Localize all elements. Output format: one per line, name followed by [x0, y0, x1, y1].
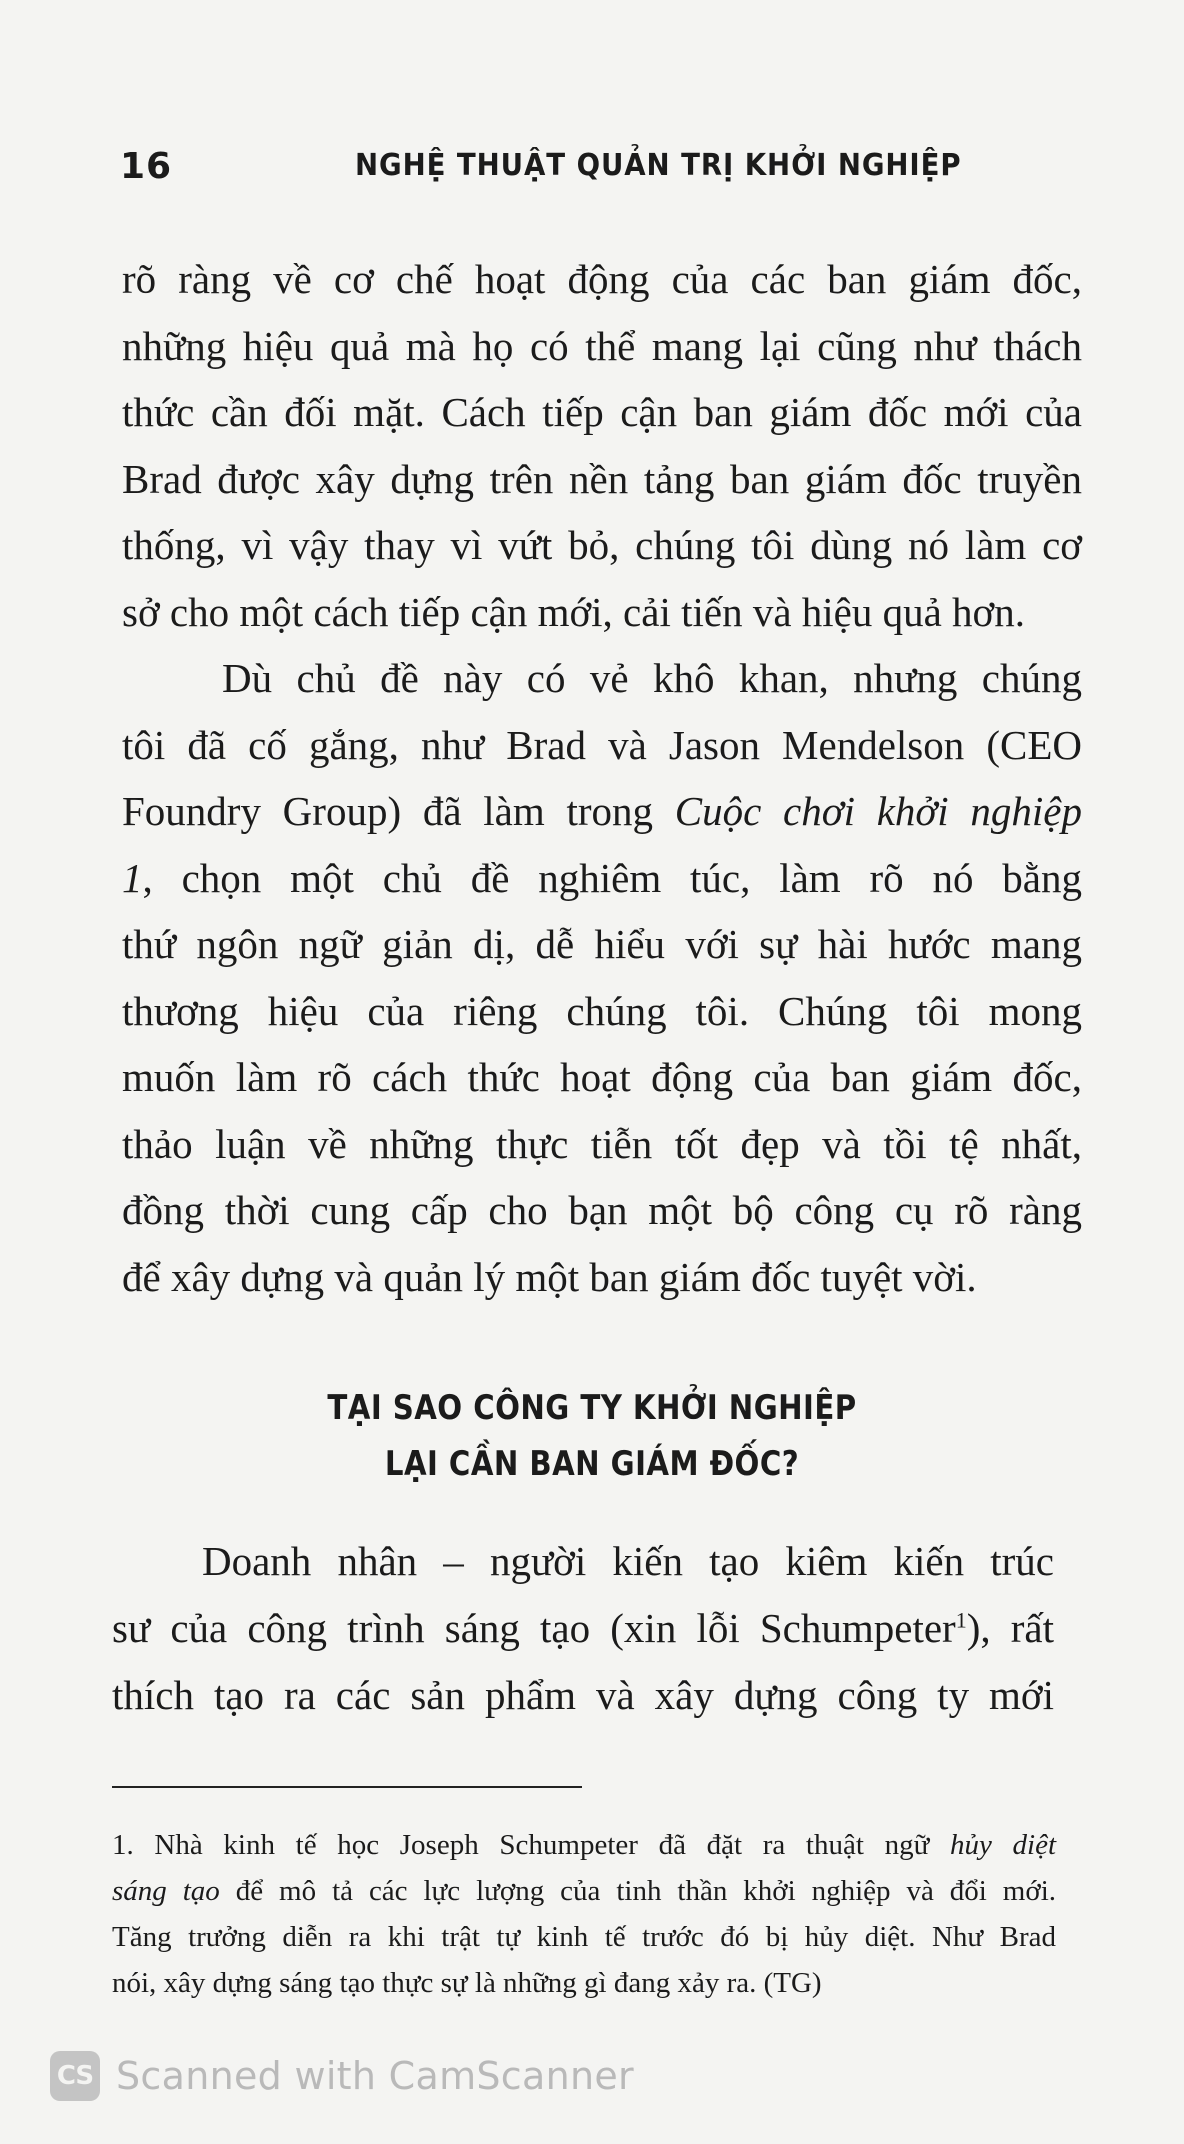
camscanner-logo-icon: CS	[50, 2051, 100, 2101]
text-line: thảo luận về những thực tiễn tốt đẹp và tồi tệ nhất,	[122, 1120, 1082, 1167]
footnote-line: Tăng trưởng diễn ra khi trật tự kinh tế trước đó bị hủy diệt. Như Brad	[112, 1921, 1056, 1953]
section-heading	[0, 1380, 1184, 1492]
page-number: 16	[120, 146, 173, 187]
text-line: thức cần đối mặt. Cách tiếp cận ban giám đốc mới của	[122, 389, 1082, 435]
scanner-watermark	[50, 2048, 634, 2104]
book-title-number: 1	[122, 854, 143, 901]
text-line: thứ ngôn ngữ giản dị, dễ hiểu với sự hài hước mang	[122, 921, 1082, 967]
text-line: thương hiệu của riêng chúng tôi. Chúng tôi mong	[122, 987, 1082, 1034]
text-line: những hiệu quả mà họ có thể mang lại cũng như thách	[122, 322, 1082, 369]
term-italic: hủy diệt	[949, 1829, 1056, 1861]
text-line: để xây dựng và quản lý một ban giám đốc tuyệt vời.	[122, 1253, 977, 1300]
paragraph-continued	[122, 246, 1082, 645]
body-text	[122, 246, 1082, 1310]
text-line: Brad được xây dựng trên nền tảng ban giám đốc truyền	[122, 455, 1082, 502]
text-line	[112, 1595, 1054, 1662]
page-header	[120, 146, 1080, 202]
text-line: Dù chủ đề này có vẻ khô khan, nhưng chúng	[222, 655, 1082, 701]
text-line: đồng thời cung cấp cho bạn một bộ công cụ rõ ràng	[122, 1187, 1082, 1233]
text-run: để mô tả các lực lượng của tinh thần khởi nghiệp và đổi mới.	[219, 1875, 1057, 1907]
text-run: Foundry Group) đã làm trong	[122, 788, 675, 834]
text-run: , chọn một chủ đề nghiêm túc, làm rõ nó bằng	[142, 854, 1082, 901]
section-heading-line: TẠI SAO CÔNG TY KHỞI NGHIỆP	[327, 1388, 857, 1428]
footnote-divider	[112, 1786, 582, 1788]
footnote-line	[112, 1868, 1056, 1914]
running-title: NGHỆ THUẬT QUẢN TRỊ KHỞI NGHIỆP	[355, 148, 962, 183]
text-line: thống, vì vậy thay vì vứt bỏ, chúng tôi dùng nó làm cơ	[122, 522, 1082, 568]
text-run: sư của công trình sáng tạo (xin lỗi Schumpeter	[112, 1605, 956, 1651]
text-line: sở cho một cách tiếp cận mới, cải tiến và hiệu quả hơn.	[122, 588, 1025, 635]
watermark-text: Scanned with CamScanner	[116, 2054, 634, 2098]
footnote-marker: 1	[955, 1607, 967, 1633]
term-italic: sáng tạo	[112, 1875, 220, 1907]
text-run: ), rất	[966, 1605, 1054, 1651]
body-text-section	[112, 1528, 1054, 1729]
book-title: Cuộc chơi khởi nghiệp	[674, 788, 1083, 834]
text-line	[122, 778, 1082, 845]
footnote-line: nói, xây dựng sáng tạo thực sự là những gì đang xảy ra. (TG)	[112, 1967, 822, 1999]
paragraph-topic	[122, 645, 1082, 1310]
text-line: rõ ràng về cơ chế hoạt động của các ban giám đốc,	[122, 256, 1082, 302]
footnote	[112, 1822, 1056, 2006]
text-line: Doanh nhân – người kiến tạo kiêm kiến trúc	[202, 1538, 1054, 1584]
section-heading-line: LẠI CẦN BAN GIÁM ĐỐC?	[384, 1444, 800, 1484]
text-run: 1. Nhà kinh tế học Joseph Schumpeter đã đặt ra thuật ngữ	[112, 1829, 950, 1861]
text-line: tôi đã cố gắng, như Brad và Jason Mendelson (CEO	[122, 721, 1082, 768]
text-line: thích tạo ra các sản phẩm và xây dựng công ty mới	[112, 1672, 1054, 1718]
text-line: muốn làm rõ cách thức hoạt động của ban giám đốc,	[122, 1054, 1082, 1100]
footnote-line	[112, 1822, 1056, 1868]
text-line	[122, 845, 1082, 912]
